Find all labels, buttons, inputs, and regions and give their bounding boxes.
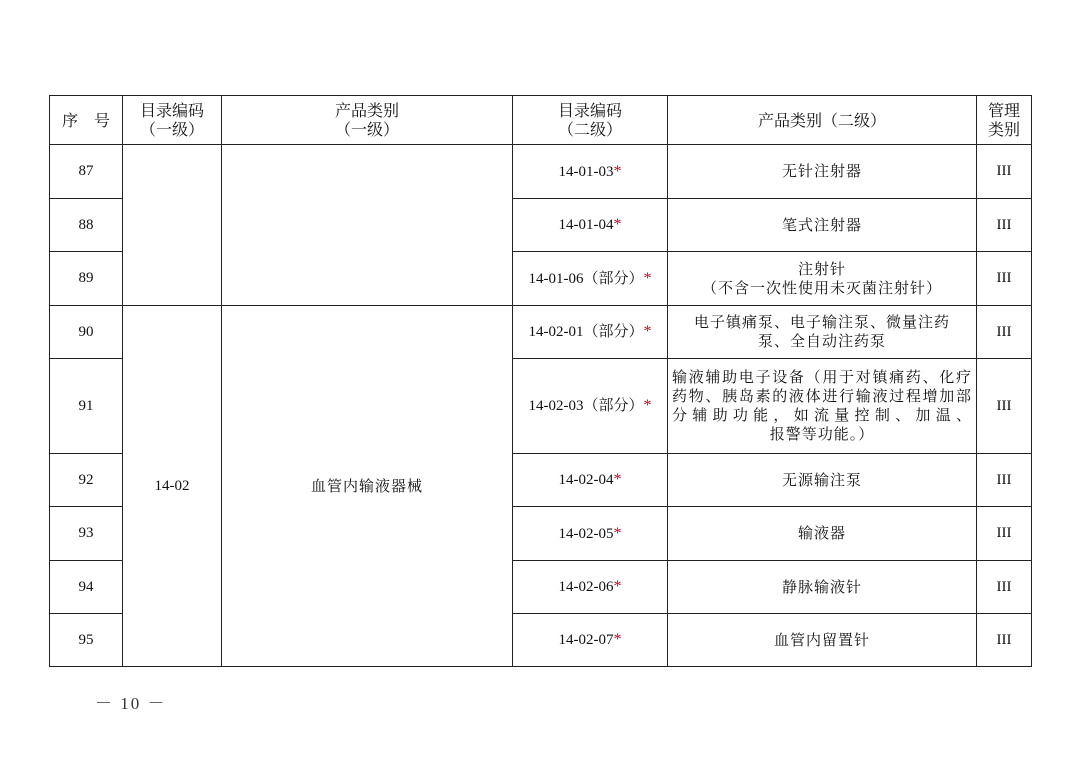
category-level2-cell: 无针注射器 — [668, 145, 977, 199]
seq-cell: 87 — [50, 145, 123, 199]
seq-cell: 95 — [50, 614, 123, 667]
seq-cell: 89 — [50, 252, 123, 306]
management-class-cell: III — [977, 614, 1032, 667]
code-level1-cell-empty — [123, 145, 222, 306]
seq-cell: 92 — [50, 454, 123, 507]
code-level2-cell: 14-01-06（部分）* — [513, 252, 668, 306]
table-header-row — [50, 96, 1032, 145]
management-class-cell: III — [977, 359, 1032, 454]
management-class-cell: III — [977, 454, 1032, 507]
category-level2-cell: 静脉输液针 — [668, 561, 977, 614]
category-level1-cell-empty — [222, 145, 513, 306]
category-level2-cell: 血管内留置针 — [668, 614, 977, 667]
code-level2-cell: 14-02-05* — [513, 507, 668, 561]
code-level2-cell: 14-02-01（部分）* — [513, 306, 668, 359]
header-code-level1: 目录编码 （一级） — [123, 96, 222, 145]
code-level2-cell: 14-01-04* — [513, 199, 668, 252]
code-level2-cell: 14-01-03* — [513, 145, 668, 199]
management-class-cell: III — [977, 199, 1032, 252]
catalog-table — [49, 95, 1032, 667]
code-level1-cell: 14-02 — [123, 306, 222, 667]
management-class-cell: III — [977, 507, 1032, 561]
seq-cell: 93 — [50, 507, 123, 561]
category-level2-cell: 注射针 （不含一次性使用未灭菌注射针） — [668, 252, 977, 306]
management-class-cell: III — [977, 306, 1032, 359]
page-number: － 10 － — [95, 694, 167, 713]
seq-cell: 88 — [50, 199, 123, 252]
header-management-class: 管理 类别 — [977, 96, 1032, 145]
category-level2-cell: 笔式注射器 — [668, 199, 977, 252]
code-level2-cell: 14-02-07* — [513, 614, 668, 667]
management-class-cell: III — [977, 252, 1032, 306]
code-level2-cell: 14-02-04* — [513, 454, 668, 507]
management-class-cell: III — [977, 145, 1032, 199]
seq-cell: 94 — [50, 561, 123, 614]
code-level2-cell: 14-02-06* — [513, 561, 668, 614]
category-level2-cell: 输液辅助电子设备（用于对镇痛药、化疗药物、胰岛素的液体进行输液过程增加部分辅助功能，如流量控制、加温、 报警等功能。） — [668, 359, 977, 454]
category-level2-cell: 电子镇痛泵、电子输注泵、微量注药 泵、全自动注药泵 — [668, 306, 977, 359]
category-level2-cell: 输液器 — [668, 507, 977, 561]
header-category-level1: 产品类别 （一级） — [222, 96, 513, 145]
table-row — [50, 145, 1032, 199]
code-level2-cell: 14-02-03（部分）* — [513, 359, 668, 454]
header-seq: 序 号 — [50, 96, 123, 145]
header-category-level2: 产品类别（二级） — [668, 96, 977, 145]
table-row — [50, 306, 1032, 359]
category-level2-cell: 无源输注泵 — [668, 454, 977, 507]
category-level1-cell: 血管内输液器械 — [222, 306, 513, 667]
management-class-cell: III — [977, 561, 1032, 614]
seq-cell: 91 — [50, 359, 123, 454]
header-code-level2: 目录编码 （二级） — [513, 96, 668, 145]
seq-cell: 90 — [50, 306, 123, 359]
